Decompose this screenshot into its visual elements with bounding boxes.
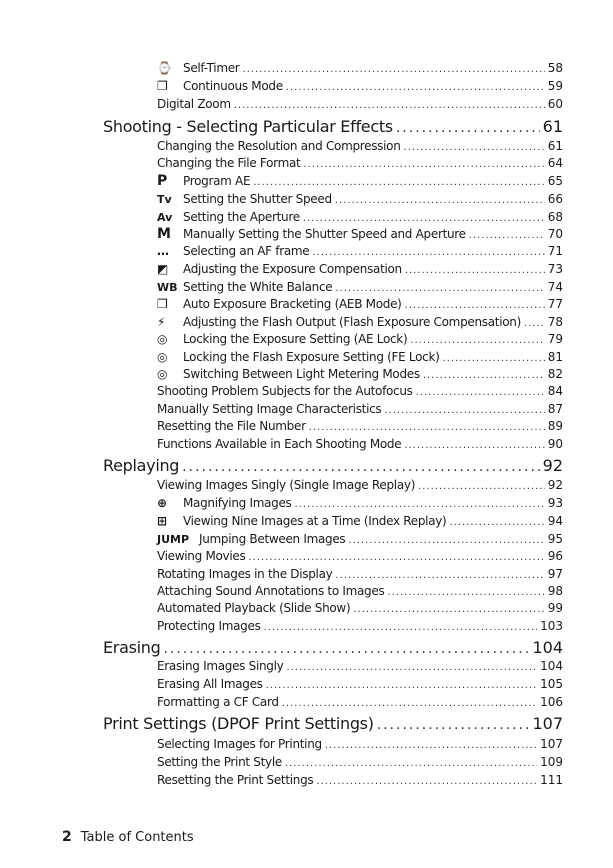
toc-entry-label: Viewing Movies [157, 549, 246, 563]
dot-leader [242, 63, 544, 77]
dot-leader [404, 141, 545, 155]
toc-entry-label: Changing the File Format [157, 156, 301, 170]
dot-leader [294, 498, 544, 512]
toc-entry-label: Jumping Between Images [199, 532, 346, 546]
fe-lock-icon-glyph: ◎ [157, 350, 168, 364]
toc-entry-page: 61 [547, 139, 563, 153]
dot-leader [286, 81, 545, 95]
dot-leader [335, 194, 545, 208]
dot-leader [286, 661, 537, 675]
toc-entry-label: Print Settings (DPOF Print Settings) [103, 714, 374, 733]
dot-leader [182, 457, 539, 477]
fe-lock-icon [157, 350, 183, 364]
toc-entry[interactable] [157, 419, 563, 435]
manual-mode-icon [157, 227, 183, 241]
toc-entry[interactable] [157, 210, 563, 226]
toc-entry-page: 93 [547, 496, 563, 510]
af-frame-icon-glyph: … [157, 244, 169, 258]
self-timer-icon-glyph: ⌚ [157, 61, 172, 75]
page-footer [62, 829, 194, 845]
toc-entry-label: Setting the White Balance [183, 280, 333, 294]
toc-entry-page: 59 [547, 79, 563, 93]
toc-entry-page: 92 [547, 478, 563, 492]
toc-entry-label: Attaching Sound Annotations to Images [157, 584, 385, 598]
toc-entry[interactable] [157, 174, 563, 190]
toc-entry-page: 78 [547, 315, 563, 329]
toc-entry-page: 105 [540, 677, 563, 691]
dot-leader [404, 439, 544, 453]
toc-entry-page: 94 [547, 514, 563, 528]
toc-entry-page: 109 [540, 755, 563, 769]
toc-entry-label: Resetting the File Number [157, 419, 306, 433]
aeb-icon-glyph: ❐ [157, 297, 168, 311]
magnify-icon [157, 496, 183, 510]
toc-entry-page: 97 [547, 567, 563, 581]
toc-entry[interactable] [157, 737, 563, 753]
toc-entry-page: 90 [547, 437, 563, 451]
toc-entry[interactable] [157, 619, 563, 635]
toc-entry-page: 58 [547, 61, 563, 75]
toc-entry-page: 103 [540, 619, 563, 633]
toc-entry-label: Erasing [103, 638, 161, 657]
exposure-compensation-icon [157, 262, 183, 276]
aperture-priority-icon [157, 211, 183, 225]
toc-entry[interactable] [157, 297, 563, 313]
toc-entry-label: Protecting Images [157, 619, 261, 633]
shutter-priority-icon [157, 193, 183, 207]
toc-entry-page: 68 [547, 210, 563, 224]
toc-entry[interactable] [157, 384, 563, 400]
toc-entry-label: Erasing All Images [157, 677, 263, 691]
toc-entry-page: 81 [547, 350, 563, 364]
toc-entry-page: 70 [547, 227, 563, 241]
dot-leader [253, 176, 544, 190]
toc-entry-label: Locking the Exposure Setting (AE Lock) [183, 332, 408, 346]
toc-entry-label: Formatting a CF Card [157, 695, 279, 709]
toc-entry[interactable] [157, 350, 563, 366]
toc-entry-page: 84 [547, 384, 563, 398]
toc-entry-label: Setting the Shutter Speed [183, 192, 332, 206]
toc-section[interactable] [103, 117, 563, 138]
toc-entry-label: Manually Setting the Shutter Speed and Aperture [183, 227, 466, 241]
dot-leader [469, 229, 545, 243]
magnify-icon-glyph: ⊕ [157, 496, 168, 510]
flash-compensation-icon-glyph: ⚡ [157, 315, 166, 329]
toc-entry[interactable] [157, 61, 563, 77]
dot-leader [325, 739, 537, 753]
toc-entry-page: 60 [547, 97, 563, 111]
dot-leader [303, 212, 545, 226]
self-timer-icon [157, 61, 183, 75]
toc-entry-label: Continuous Mode [183, 79, 283, 93]
jump-icon-glyph: JUMP [157, 533, 190, 546]
toc-entry[interactable] [157, 280, 563, 296]
toc-entry-page: 71 [547, 244, 563, 258]
continuous-mode-icon [157, 79, 183, 93]
dot-leader [285, 757, 537, 771]
toc-entry[interactable] [157, 262, 563, 278]
toc-entry-label: Rotating Images in the Display [157, 567, 333, 581]
toc-entry[interactable] [157, 437, 563, 453]
program-ae-icon-glyph: P [157, 173, 168, 189]
toc-entry-label: Changing the Resolution and Compression [157, 139, 401, 153]
toc-entry-label: Magnifying Images [183, 496, 292, 510]
toc-entry[interactable] [157, 659, 563, 675]
dot-leader [312, 246, 544, 260]
dot-leader [348, 534, 544, 548]
ae-lock-icon [157, 332, 183, 346]
dot-leader [303, 158, 544, 172]
toc-entry-label: Adjusting the Exposure Compensation [183, 262, 402, 276]
toc-entry-label: Adjusting the Flash Output (Flash Exposure Compensation) [183, 315, 521, 329]
toc-section[interactable] [103, 714, 563, 735]
dot-leader [405, 299, 545, 313]
toc-entry[interactable] [157, 192, 563, 208]
toc-entry[interactable] [157, 244, 563, 260]
dot-leader [410, 334, 544, 348]
jump-icon [157, 533, 199, 547]
footer-page-number: 2 [62, 829, 72, 845]
metering-mode-icon [157, 367, 183, 381]
dot-leader [442, 352, 544, 366]
toc-entry[interactable] [157, 79, 563, 95]
program-ae-icon [157, 174, 183, 188]
dot-leader [384, 404, 544, 418]
toc-entry-label: Resetting the Print Settings [157, 773, 314, 787]
toc-entry-label: Manually Setting Image Characteristics [157, 402, 382, 416]
white-balance-icon-glyph: WB [157, 281, 178, 294]
toc-entry-page: 89 [547, 419, 563, 433]
dot-leader [163, 639, 529, 659]
toc-entry-label: Locking the Flash Exposure Setting (FE Lock) [183, 350, 440, 364]
index-replay-icon-glyph: ⊞ [157, 514, 168, 528]
toc-entry-page: 107 [540, 737, 563, 751]
toc-entry[interactable] [157, 773, 563, 789]
dot-leader [335, 569, 544, 583]
continuous-mode-icon-glyph: ❐ [157, 79, 168, 93]
toc-entry[interactable] [157, 584, 563, 600]
toc-entry[interactable] [157, 402, 563, 418]
dot-leader [377, 715, 530, 735]
index-replay-icon [157, 514, 183, 528]
aeb-icon [157, 297, 183, 311]
toc-entry-label: Automated Playback (Slide Show) [157, 601, 351, 615]
toc-entry-page: 87 [547, 402, 563, 416]
toc-entry-page: 95 [547, 532, 563, 546]
af-frame-icon [157, 244, 183, 258]
toc-entry[interactable] [157, 227, 563, 243]
dot-leader [416, 386, 545, 400]
toc-entry-page: 64 [547, 156, 563, 170]
toc-entry[interactable] [157, 695, 563, 711]
toc-entry[interactable] [157, 478, 563, 494]
toc-section[interactable] [103, 456, 563, 477]
toc-entry[interactable] [157, 496, 563, 512]
dot-leader [309, 421, 545, 435]
dot-leader [405, 264, 545, 278]
toc-entry[interactable] [157, 315, 563, 331]
flash-compensation-icon [157, 315, 183, 329]
toc-entry-label: Setting the Aperture [183, 210, 300, 224]
toc-entry[interactable] [157, 332, 563, 348]
toc-entry-label: Selecting an AF frame [183, 244, 310, 258]
toc-entry-page: 66 [547, 192, 563, 206]
toc-entry-page: 82 [547, 367, 563, 381]
toc-entry[interactable] [157, 677, 563, 693]
toc-entry[interactable] [157, 567, 563, 583]
dot-leader [264, 621, 538, 635]
white-balance-icon [157, 281, 183, 295]
toc-entry[interactable] [157, 514, 563, 530]
dot-leader [418, 480, 545, 494]
toc-entry-page: 65 [547, 174, 563, 188]
toc-entry-page: 111 [540, 773, 563, 787]
toc-entry[interactable] [157, 549, 563, 565]
toc-entry-page: 79 [547, 332, 563, 346]
toc-entry-page: 99 [547, 601, 563, 615]
toc-entry[interactable] [157, 367, 563, 383]
toc-entry-page: 98 [547, 584, 563, 598]
toc-entry-page: 74 [547, 280, 563, 294]
toc-entry-page: 77 [547, 297, 563, 311]
dot-leader [282, 697, 537, 711]
toc-entry-label: Shooting - Selecting Particular Effects [103, 117, 393, 136]
toc-entry[interactable] [157, 601, 563, 617]
toc-entry[interactable] [157, 156, 563, 172]
manual-mode-icon-glyph: M [157, 226, 171, 242]
toc-entry-label: Setting the Print Style [157, 755, 282, 769]
dot-leader [266, 679, 537, 693]
toc-entry-page: 104 [532, 638, 563, 657]
toc-entry-label: Selecting Images for Printing [157, 737, 322, 751]
dot-leader [335, 282, 544, 296]
ae-lock-icon-glyph: ◎ [157, 332, 168, 346]
toc-entry-page: 96 [547, 549, 563, 563]
toc-entry-page: 106 [540, 695, 563, 709]
dot-leader [524, 317, 545, 331]
toc-entry-page: 104 [540, 659, 563, 673]
dot-leader [248, 551, 544, 565]
toc-section[interactable] [103, 638, 563, 659]
dot-leader [396, 118, 540, 138]
toc-entry[interactable] [157, 139, 563, 155]
toc-entry-label: Erasing Images Singly [157, 659, 284, 673]
metering-mode-icon-glyph: ◎ [157, 367, 168, 381]
exposure-compensation-icon-glyph: ◩ [157, 262, 169, 276]
toc-entry-page: 73 [547, 262, 563, 276]
dot-leader [316, 775, 537, 789]
toc-entry[interactable] [157, 532, 563, 548]
toc-entry-label: Functions Available in Each Shooting Mode [157, 437, 402, 451]
toc-entry-label: Switching Between Light Metering Modes [183, 367, 420, 381]
dot-leader [353, 603, 544, 617]
toc-entry-page: 107 [532, 714, 563, 733]
toc-entry-label: Replaying [103, 456, 180, 475]
dot-leader [423, 369, 545, 383]
dot-leader [387, 586, 544, 600]
toc-entry-label: Auto Exposure Bracketing (AEB Mode) [183, 297, 402, 311]
toc-entry-label: Self-Timer [183, 61, 240, 75]
dot-leader [234, 99, 545, 113]
toc-entry-label: Program AE [183, 174, 251, 188]
toc-entry-page: 61 [542, 117, 563, 136]
toc-entry[interactable] [157, 97, 563, 113]
toc-entry-page: 92 [542, 456, 563, 475]
shutter-priority-icon-glyph: Tv [157, 193, 172, 206]
toc-entry[interactable] [157, 755, 563, 771]
footer-title: Table of Contents [80, 830, 194, 845]
dot-leader [449, 516, 544, 530]
toc-entry-label: Viewing Nine Images at a Time (Index Replay) [183, 514, 447, 528]
toc-entry-label: Digital Zoom [157, 97, 231, 111]
toc-entry-label: Shooting Problem Subjects for the Autofocus [157, 384, 413, 398]
aperture-priority-icon-glyph: Av [157, 211, 173, 224]
toc-entry-label: Viewing Images Singly (Single Image Replay) [157, 478, 416, 492]
